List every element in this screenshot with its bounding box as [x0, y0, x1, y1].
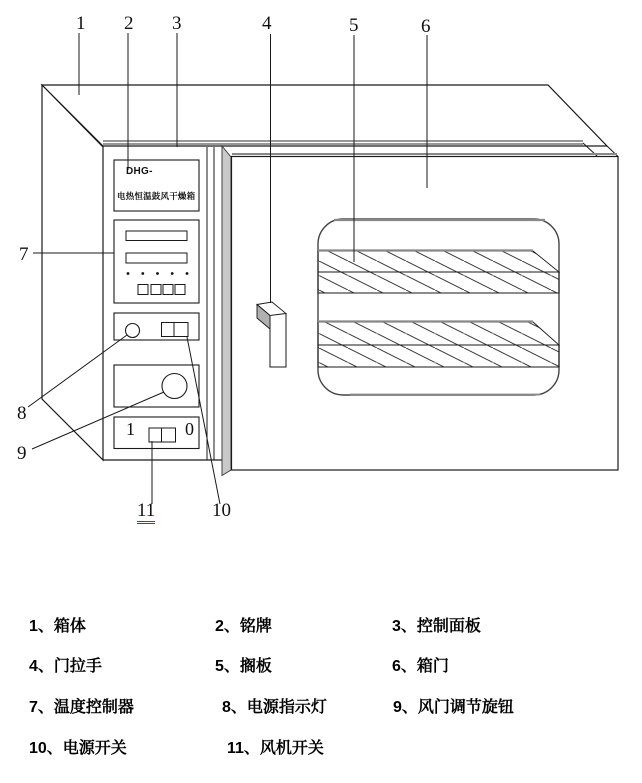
legend-item-6: 6、箱门: [392, 658, 449, 675]
damper-knob: [162, 374, 187, 399]
display-window: [126, 253, 187, 263]
legend-item-3: 3、控制面板: [392, 618, 481, 635]
shelf-band: [318, 345, 559, 367]
legend-item-5: 5、搁板: [215, 658, 272, 675]
callout-5: 5: [349, 15, 359, 36]
power-indicator-lamp: [126, 324, 140, 338]
fan-switch: [149, 428, 176, 442]
callout-3: 3: [172, 13, 182, 34]
fan-switch-on-label: 1: [126, 419, 135, 439]
legend-item-9: 9、风门调节旋钮: [393, 699, 514, 716]
display-window: [126, 231, 187, 241]
callout-2: 2: [124, 13, 134, 34]
nameplate-model-text: DHG-: [126, 166, 153, 177]
callout-9: 9: [17, 443, 27, 464]
shelf-band: [318, 272, 559, 293]
fan-switch-off-label: 0: [185, 419, 194, 439]
callout-4: 4: [262, 13, 272, 34]
door-side-strip: [222, 146, 231, 476]
callout-6: 6: [421, 16, 431, 37]
legend-item-1: 1、箱体: [29, 618, 86, 635]
legend-item-10: 10、电源开关: [29, 740, 127, 757]
control-panel: [114, 160, 199, 449]
cabinet-left-face: [42, 85, 103, 460]
callout-1: 1: [76, 13, 86, 34]
nameplate-product-text: 电热恒温鼓风干燥箱: [117, 191, 196, 201]
legend-item-8: 8、电源指示灯: [222, 699, 327, 716]
callout-11: 11: [137, 501, 155, 524]
cabinet-top-face: [42, 85, 607, 146]
shelf-band: [318, 322, 559, 345]
legend-item-2: 2、铭牌: [215, 618, 272, 635]
callout-7: 7: [19, 244, 29, 265]
legend-item-11: 11、风机开关: [227, 740, 324, 757]
callout-10: 10: [212, 500, 231, 521]
legend-item-4: 4、门拉手: [29, 658, 102, 675]
callout-8: 8: [17, 403, 27, 424]
power-switch: [162, 323, 189, 337]
controller-buttons: [138, 285, 185, 295]
legend-item-7: 7、温度控制器: [29, 699, 134, 716]
